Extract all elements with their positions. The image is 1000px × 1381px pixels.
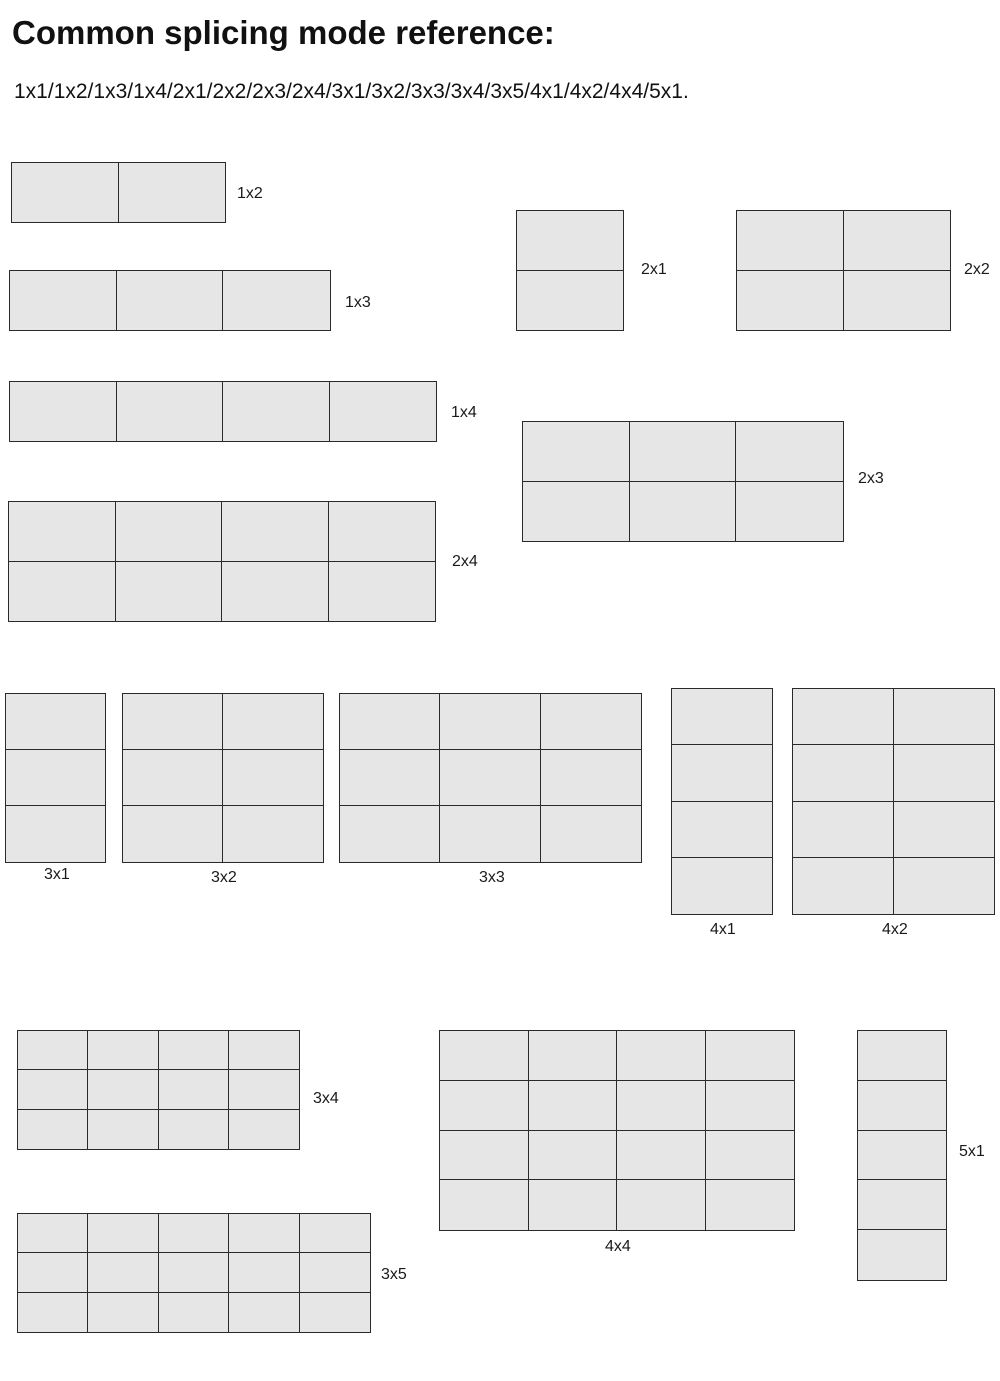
layout-4x1-panel: [672, 745, 772, 801]
layout-3x1-panel: [6, 806, 105, 862]
layout-4x4-panel: [706, 1131, 795, 1181]
layout-4x4-panel: [617, 1180, 706, 1230]
layout-4x2-label: 4x2: [882, 921, 908, 938]
layout-1x2-panel: [12, 163, 119, 222]
layout-3x4-panel: [18, 1070, 88, 1109]
layout-2x2-grid: [736, 210, 951, 331]
page-title: Common splicing mode reference:: [12, 14, 555, 51]
layout-2x4-panel: [329, 562, 436, 622]
layout-3x2-panel: [123, 694, 223, 750]
layout-3x5-panel: [159, 1253, 229, 1292]
layout-2x1-panel: [517, 271, 623, 331]
layout-3x4-panel: [229, 1070, 299, 1109]
layout-4x4-panel: [440, 1031, 529, 1081]
layout-2x3-label: 2x3: [858, 470, 884, 487]
layout-1x2-grid: [11, 162, 226, 223]
layout-2x4-panel: [222, 502, 329, 562]
layout-3x5-panel: [300, 1293, 370, 1332]
layout-3x2-panel: [123, 806, 223, 862]
layout-1x4-panel: [330, 382, 437, 441]
layout-4x4-panel: [440, 1081, 529, 1131]
layout-2x1-grid: [516, 210, 624, 331]
layout-3x5-panel: [229, 1293, 299, 1332]
layout-3x2-label: 3x2: [211, 869, 237, 886]
layout-3x5-panel: [229, 1214, 299, 1253]
layout-3x5-panel: [18, 1214, 88, 1253]
layout-1x4-grid: [9, 381, 437, 442]
layout-2x2-panel: [844, 211, 951, 271]
layout-3x4-panel: [88, 1070, 158, 1109]
layout-2x4-grid: [8, 501, 436, 622]
layout-3x3-panel: [440, 750, 540, 806]
layout-4x2-panel: [894, 689, 995, 745]
layout-3x5-panel: [229, 1253, 299, 1292]
layout-1x3-panel: [117, 271, 224, 330]
layout-3x4-panel: [18, 1031, 88, 1070]
layout-3x5-panel: [18, 1293, 88, 1332]
layout-2x3-panel: [736, 482, 843, 542]
layout-1x3-panel: [223, 271, 330, 330]
layout-3x4-panel: [88, 1110, 158, 1149]
layout-1x4-panel: [117, 382, 224, 441]
layout-4x2-panel: [894, 745, 995, 801]
layout-4x4-panel: [440, 1131, 529, 1181]
layout-4x4-panel: [706, 1180, 795, 1230]
layout-3x4-panel: [159, 1031, 229, 1070]
layout-1x4-panel: [10, 382, 117, 441]
layout-2x3-grid: [522, 421, 844, 542]
layout-4x4-panel: [440, 1180, 529, 1230]
layout-2x2-label: 2x2: [964, 261, 990, 278]
layout-3x3-panel: [541, 694, 641, 750]
layout-3x2-panel: [223, 750, 323, 806]
layout-3x2-panel: [223, 806, 323, 862]
layout-4x4-panel: [617, 1031, 706, 1081]
layout-2x3-panel: [523, 482, 630, 542]
layout-3x1-panel: [6, 694, 105, 750]
layout-3x3-grid: [339, 693, 642, 863]
layout-3x1-grid: [5, 693, 106, 863]
layout-1x3-label: 1x3: [345, 294, 371, 311]
layout-2x3-panel: [630, 482, 737, 542]
layout-5x1-panel: [858, 1131, 946, 1181]
layout-2x4-panel: [116, 562, 223, 622]
layout-5x1-panel: [858, 1230, 946, 1280]
layout-3x3-panel: [340, 806, 440, 862]
layout-4x2-panel: [793, 689, 894, 745]
layout-1x3-panel: [10, 271, 117, 330]
layout-5x1-panel: [858, 1081, 946, 1131]
layout-3x5-panel: [88, 1253, 158, 1292]
layout-3x5-panel: [300, 1214, 370, 1253]
layout-3x4-panel: [229, 1110, 299, 1149]
layout-4x4-panel: [529, 1081, 618, 1131]
layout-3x5-panel: [159, 1214, 229, 1253]
layout-3x5-panel: [88, 1214, 158, 1253]
layout-1x2-panel: [119, 163, 226, 222]
layout-1x4-panel: [223, 382, 330, 441]
layout-4x4-panel: [529, 1131, 618, 1181]
layout-4x2-panel: [894, 802, 995, 858]
layout-3x5-panel: [18, 1253, 88, 1292]
layout-3x4-label: 3x4: [313, 1090, 339, 1107]
layout-4x2-panel: [894, 858, 995, 914]
layout-3x4-panel: [159, 1070, 229, 1109]
layout-3x2-panel: [123, 750, 223, 806]
layout-4x4-panel: [617, 1081, 706, 1131]
layout-2x4-panel: [222, 562, 329, 622]
layout-2x2-panel: [737, 271, 844, 331]
layout-4x1-panel: [672, 689, 772, 745]
layout-3x3-panel: [440, 806, 540, 862]
layout-3x4-panel: [88, 1031, 158, 1070]
layout-3x1-label: 3x1: [44, 866, 70, 883]
layout-3x3-panel: [440, 694, 540, 750]
layout-4x2-panel: [793, 858, 894, 914]
modes-list-text: 1x1/1x2/1x3/1x4/2x1/2x2/2x3/2x4/3x1/3x2/3x3/3x4/3x5/4x1/4x2/4x4/5x1.: [14, 80, 689, 103]
layout-4x4-panel: [529, 1031, 618, 1081]
layout-5x1-panel: [858, 1180, 946, 1230]
layout-4x1-panel: [672, 858, 772, 914]
layout-4x4-label: 4x4: [605, 1238, 631, 1255]
layout-3x3-panel: [541, 806, 641, 862]
layout-2x2-panel: [844, 271, 951, 331]
layout-3x4-panel: [18, 1110, 88, 1149]
layout-2x4-panel: [116, 502, 223, 562]
layout-4x1-grid: [671, 688, 773, 915]
layout-4x2-panel: [793, 802, 894, 858]
layout-4x4-panel: [529, 1180, 618, 1230]
layout-3x5-panel: [300, 1253, 370, 1292]
layout-2x4-label: 2x4: [452, 553, 478, 570]
layout-4x4-panel: [617, 1131, 706, 1181]
layout-4x2-grid: [792, 688, 995, 915]
layout-4x4-panel: [706, 1031, 795, 1081]
layout-2x1-label: 2x1: [641, 261, 667, 278]
layout-2x4-panel: [9, 562, 116, 622]
layout-3x5-grid: [17, 1213, 371, 1333]
layout-3x4-panel: [229, 1031, 299, 1070]
layout-2x1-panel: [517, 211, 623, 271]
layout-3x1-panel: [6, 750, 105, 806]
layout-4x1-panel: [672, 802, 772, 858]
layout-1x4-label: 1x4: [451, 404, 477, 421]
layout-2x2-panel: [737, 211, 844, 271]
layout-3x3-panel: [340, 694, 440, 750]
layout-5x1-label: 5x1: [959, 1143, 985, 1160]
layout-3x3-panel: [541, 750, 641, 806]
layout-1x3-grid: [9, 270, 331, 331]
layout-2x3-panel: [523, 422, 630, 482]
layout-3x3-panel: [340, 750, 440, 806]
layout-2x4-panel: [329, 502, 436, 562]
layout-4x4-panel: [706, 1081, 795, 1131]
layout-2x3-panel: [630, 422, 737, 482]
layout-3x5-label: 3x5: [381, 1266, 407, 1283]
layout-2x3-panel: [736, 422, 843, 482]
layout-5x1-grid: [857, 1030, 947, 1281]
layout-4x2-panel: [793, 745, 894, 801]
layout-5x1-panel: [858, 1031, 946, 1081]
layout-3x5-panel: [88, 1293, 158, 1332]
layout-3x4-panel: [159, 1110, 229, 1149]
layout-3x3-label: 3x3: [479, 869, 505, 886]
layout-4x4-grid: [439, 1030, 795, 1231]
layout-4x1-label: 4x1: [710, 921, 736, 938]
layout-2x4-panel: [9, 502, 116, 562]
layout-3x2-panel: [223, 694, 323, 750]
layout-3x2-grid: [122, 693, 324, 863]
layout-3x5-panel: [159, 1293, 229, 1332]
layout-1x2-label: 1x2: [237, 185, 263, 202]
layout-3x4-grid: [17, 1030, 300, 1150]
